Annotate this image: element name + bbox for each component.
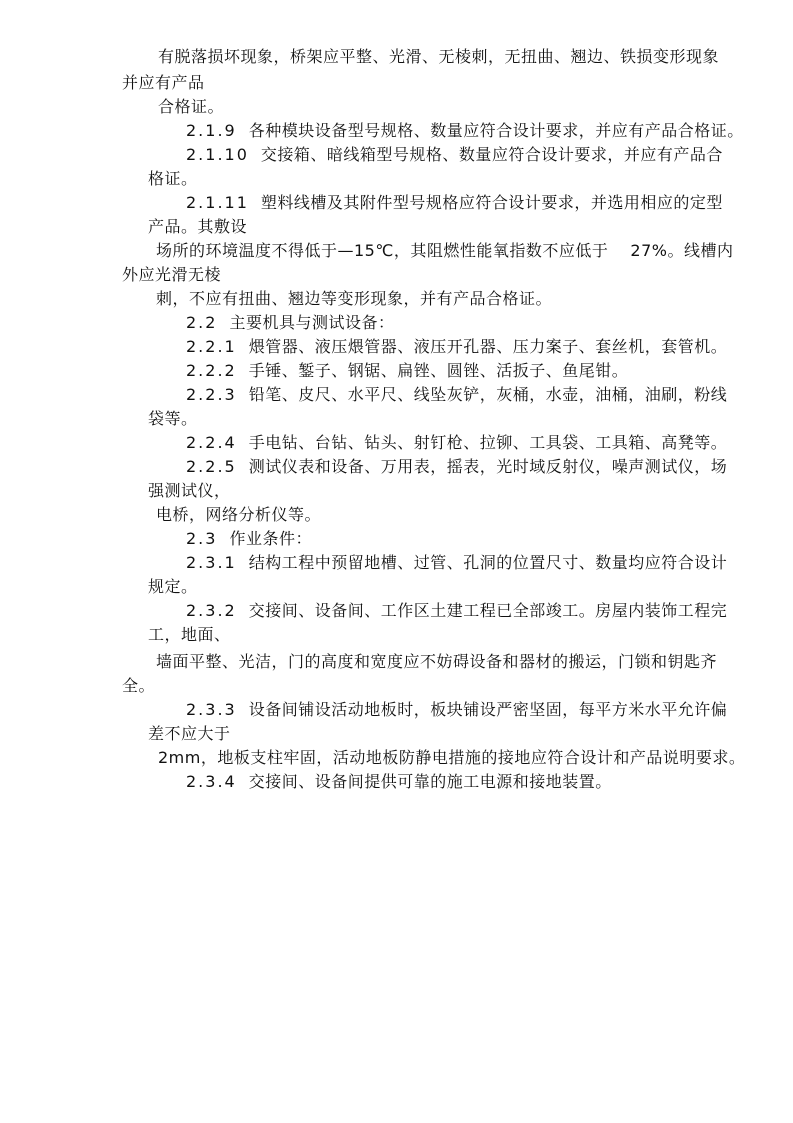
section-2-2 xyxy=(186,312,394,334)
text-line xyxy=(158,46,719,68)
section-number: 2.3.3 xyxy=(186,700,237,719)
text-line xyxy=(148,480,231,502)
line-text: 并应有产品 xyxy=(122,73,205,92)
section-2-3-3 xyxy=(186,699,727,721)
text-line xyxy=(156,240,733,262)
line-text: 产品。其敷设 xyxy=(148,217,248,236)
text-line xyxy=(148,408,198,430)
text-line xyxy=(156,651,717,673)
section-number: 2.3 xyxy=(186,529,218,548)
line-text: 交接间、设备间提供可靠的施工电源和接地装置。 xyxy=(248,772,612,791)
section-number: 2.2.2 xyxy=(186,361,237,380)
text-line xyxy=(148,723,231,745)
line-text: 电桥，网络分析仪等。 xyxy=(156,505,322,524)
section-2-2-3 xyxy=(186,384,727,406)
line-text: 规定。 xyxy=(148,577,198,596)
line-text: 结构工程中预留地槽、过管、孔洞的位置尺寸、数量均应符合设计 xyxy=(248,553,728,572)
line-text: 各种模块设备型号规格、数量应符合设计要求，并应有产品合格证。 xyxy=(248,121,744,140)
section-number: 2.2 xyxy=(186,313,218,332)
line-text: 外应光滑无棱 xyxy=(122,265,222,284)
line-text: 墙面平整、光洁，门的高度和宽度应不妨碍设备和器材的搬运，门锁和钥匙齐 xyxy=(156,652,718,671)
section-heading: 主要机具与测试设备： xyxy=(229,313,395,332)
line-text: 差不应大于 xyxy=(148,724,231,743)
text-line xyxy=(148,216,247,238)
line-text: 袋等。 xyxy=(148,409,198,428)
text-line xyxy=(148,576,198,598)
section-number: 2.1.11 xyxy=(186,193,249,212)
section-2-2-2 xyxy=(186,360,628,382)
line-text: 场所的环境温度不得低于—15℃，其阻燃性能氧指数不应低于 27%。线槽内 xyxy=(156,241,734,260)
text-line xyxy=(158,96,224,118)
section-2-3-2 xyxy=(186,600,727,622)
section-number: 2.1.9 xyxy=(186,121,237,140)
section-2-1-11 xyxy=(186,192,723,214)
section-number: 2.2.1 xyxy=(186,337,237,356)
section-heading: 作业条件： xyxy=(229,529,312,548)
text-line xyxy=(148,624,231,646)
text-line xyxy=(156,504,321,526)
line-text: 全。 xyxy=(122,676,156,695)
line-text: 2mm，地板支柱牢固，活动地板防静电措施的接地应符合设计和产品说明要求。 xyxy=(158,748,746,767)
section-2-3-4 xyxy=(186,771,612,793)
line-text: 强测试仪， xyxy=(148,481,231,500)
section-number: 2.2.4 xyxy=(186,433,237,452)
line-text: 交接箱、暗线箱型号规格、数量应符合设计要求，并应有产品合 xyxy=(260,145,723,164)
text-line xyxy=(156,288,552,310)
line-text: 设备间铺设活动地板时，板块铺设严密坚固，每平方米水平允许偏 xyxy=(248,700,728,719)
section-number: 2.3.4 xyxy=(186,772,237,791)
text-line xyxy=(158,747,745,769)
line-text: 煨管器、液压煨管器、液压开孔器、压力案子、套丝机，套管机。 xyxy=(248,337,728,356)
section-number: 2.3.2 xyxy=(186,601,237,620)
text-line xyxy=(122,264,221,286)
section-2-2-4 xyxy=(186,432,727,454)
section-2-2-5 xyxy=(186,456,727,478)
line-text: 合格证。 xyxy=(158,97,225,116)
section-number: 2.2.3 xyxy=(186,385,237,404)
line-text: 手电钻、台钻、钻头、射钉枪、拉铆、工具袋、工具箱、高凳等。 xyxy=(248,433,728,452)
section-number: 2.2.5 xyxy=(186,457,237,476)
text-line xyxy=(122,675,155,697)
line-text: 塑料线槽及其附件型号规格应符合设计要求，并选用相应的定型 xyxy=(260,193,723,212)
section-number: 2.3.1 xyxy=(186,553,237,572)
section-2-1-10 xyxy=(186,144,723,166)
text-line xyxy=(148,168,198,190)
section-2-3 xyxy=(186,528,312,550)
section-2-3-1 xyxy=(186,552,727,574)
line-text: 铅笔、皮尺、水平尺、线坠灰铲，灰桶，水壶，油桶，油刷，粉线 xyxy=(248,385,728,404)
section-2-2-1 xyxy=(186,336,727,358)
line-text: 手锤、錾子、钢锯、扁锉、圆锉、活扳子、鱼尾钳。 xyxy=(248,361,629,380)
line-text: 刺，不应有扭曲、翘边等变形现象，并有产品合格证。 xyxy=(156,289,553,308)
line-text: 工，地面、 xyxy=(148,625,231,644)
line-text: 格证。 xyxy=(148,169,198,188)
line-text: 有脱落损坏现象，桥架应平整、光滑、无棱刺，无扭曲、翘边、铁损变形现象 xyxy=(158,47,720,66)
section-2-1-9 xyxy=(186,120,744,142)
section-number: 2.1.10 xyxy=(186,145,249,164)
line-text: 测试仪表和设备、万用表，摇表，光时域反射仪，噪声测试仪，场 xyxy=(248,457,728,476)
text-line xyxy=(122,72,205,94)
line-text: 交接间、设备间、工作区土建工程已全部竣工。房屋内装饰工程完 xyxy=(248,601,728,620)
